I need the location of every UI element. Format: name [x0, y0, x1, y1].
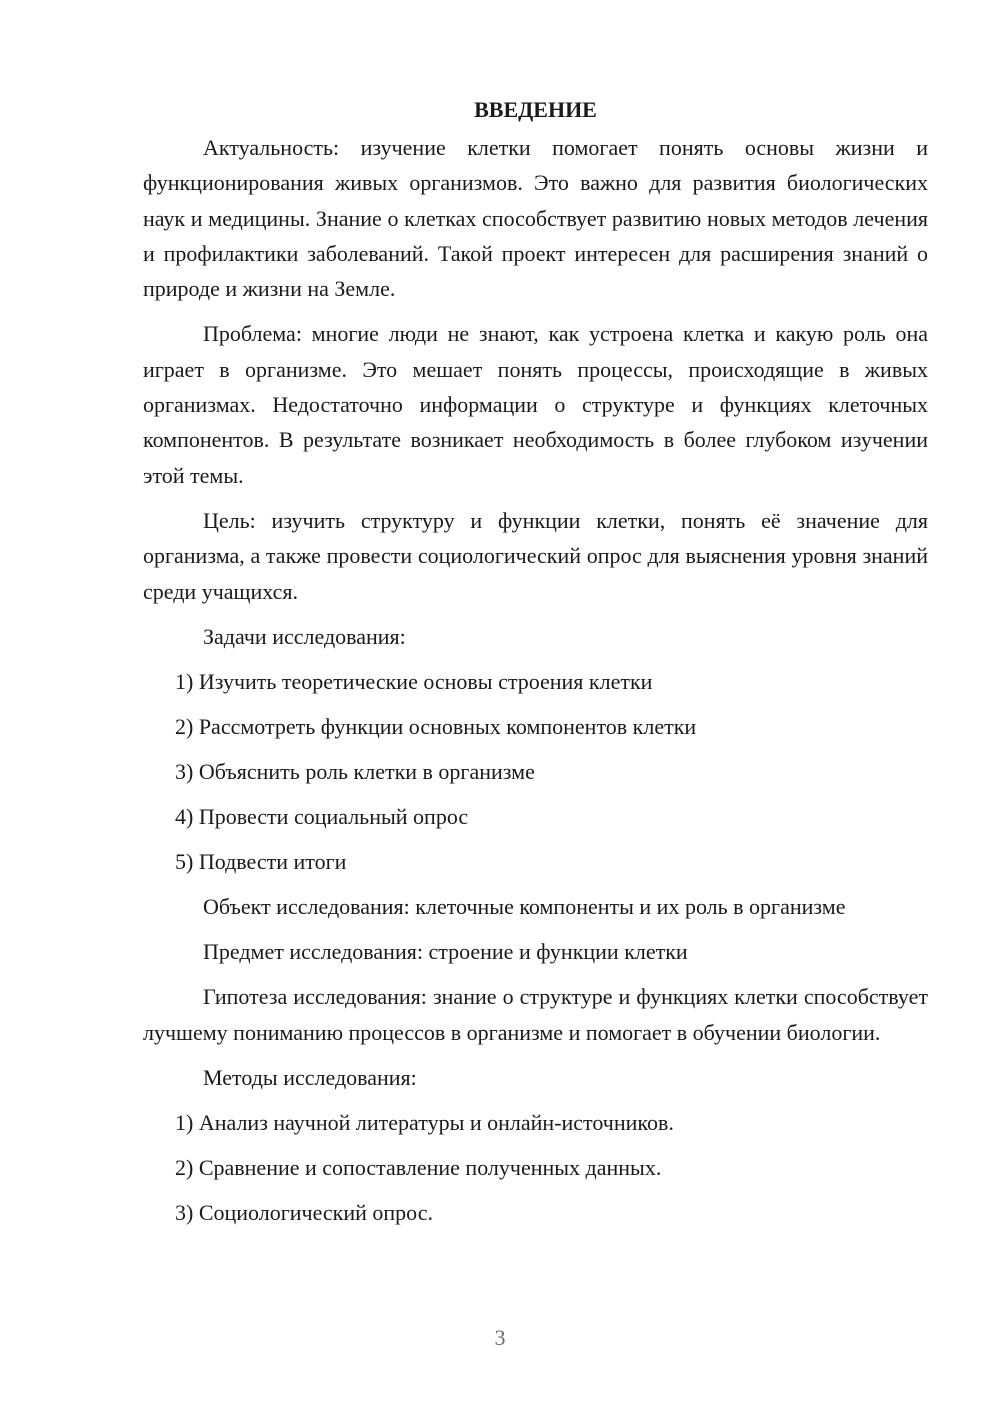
goal-paragraph: Цель: изучить структуру и функции клетки, понять её значение для организма, а также провести социологический опрос для выяснения уровня знаний среди учащихся. [143, 507, 928, 604]
list-item: 5) Подвести итоги [175, 848, 347, 874]
problem-paragraph: Проблема: многие люди не знают, как устроена клетка и какую роль она играет в организме. Это мешает понять процессы, происходящие в живых организмах. Недостаточно информации о структуре и функциях клеточных компонентов. В результате возникает необходимость в более глубоком изучении этой темы. [143, 321, 928, 488]
hypothesis-paragraph: Гипотеза исследования: знание о структуре и функциях клетки способствует лучшему пониманию процессов в организме и помогает в обучении биологии. [143, 984, 928, 1045]
list-item: 4) Провести социальный опрос [175, 803, 469, 829]
methods-list [143, 1105, 928, 1230]
relevance-paragraph: Актуальность: изучение клетки помогает понять основы жизни и функционирования живых организмов. Это важно для развития биологических наук и медицины. Знание о клетках способствует развитию новых методов лечения и профилактики заболеваний. Такой проект интересен для расширения знаний о природе и жизни на Земле. [143, 135, 928, 302]
tasks-heading: Задачи исследования: [203, 623, 406, 649]
list-item: 1) Изучить теоретические основы строения клетки [175, 668, 653, 694]
document-page [143, 92, 928, 1240]
subject-paragraph: Предмет исследования: строение и функции клетки [203, 939, 688, 965]
list-item: 3) Социологический опрос. [175, 1200, 433, 1226]
tasks-list [143, 664, 928, 879]
object-paragraph: Объект исследования: клеточные компоненты и их роль в организме [203, 893, 846, 919]
list-item: 2) Сравнение и сопоставление полученных данных. [175, 1155, 662, 1181]
list-item: 3) Объяснить роль клетки в организме [175, 758, 535, 784]
methods-heading: Методы исследования: [203, 1065, 417, 1091]
list-item: 2) Рассмотреть функции основных компонентов клетки [175, 713, 697, 739]
list-item: 1) Анализ научной литературы и онлайн-источников. [175, 1110, 674, 1136]
page-title: ВВЕДЕНИЕ [474, 97, 597, 122]
page-number: 3 [494, 1325, 506, 1350]
